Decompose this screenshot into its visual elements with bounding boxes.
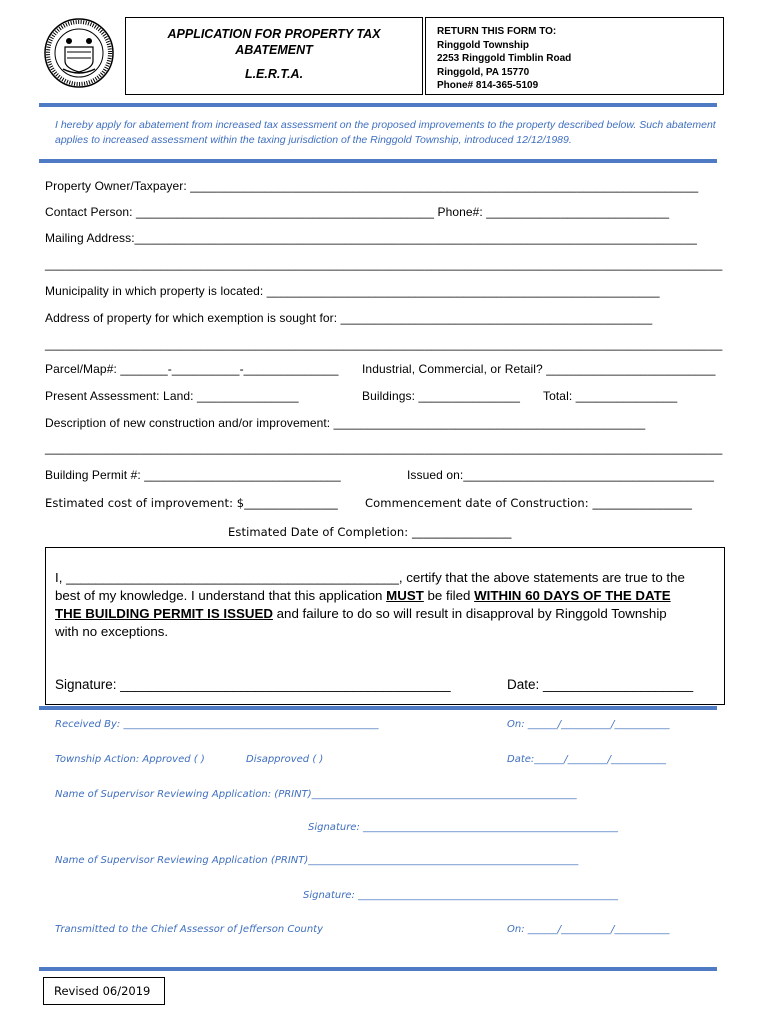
- divider-intro: [39, 159, 717, 163]
- transmitted-on-field[interactable]: On: ______/__________/___________: [507, 924, 670, 935]
- return-street: 2253 Ringgold Timblin Road: [437, 53, 572, 64]
- divider-bottom: [39, 967, 717, 971]
- return-name: Ringgold Township: [437, 39, 530, 51]
- applicant-signature-field[interactable]: Signature: ____________________________________________: [55, 677, 451, 692]
- improvement-description-field[interactable]: Description of new construction and/or improvement: ______________________________________________: [45, 416, 646, 430]
- return-heading: RETURN THIS FORM TO:: [437, 26, 557, 37]
- certify-text-2b: be filed: [423, 588, 475, 603]
- supervisor-name-field-2[interactable]: Name of Supervisor Reviewing Application (PRINT)______________________________________________________: [55, 855, 579, 866]
- township-action-date[interactable]: Date:______/________/___________: [507, 754, 667, 765]
- property-address-field[interactable]: Address of property for which exemption is sought for: ______________________________________________: [45, 311, 653, 325]
- certify-line-4: with no exceptions.: [55, 624, 169, 639]
- total-assessment-field[interactable]: Total: _______________: [543, 389, 678, 403]
- certification-statement: [55, 569, 715, 641]
- intro-statement: I hereby apply for abatement from increased tax assessment on the proposed improvements to the property described below. Such abatement applies to increased assessment within the taxing jurisdiction of the Ringgold Township, introduced 12/12/1989.: [55, 119, 716, 146]
- supervisor-name-field-1[interactable]: Name of Supervisor Reviewing Application: (PRINT)_____________________________________________________: [55, 789, 577, 800]
- mailing-address-line-2[interactable]: ____________________________________________________________________________________________________: [45, 257, 723, 271]
- certify-text-3b: and failure to do so will result in disapproval by Ringgold Township: [272, 606, 667, 621]
- completion-date-field[interactable]: Estimated Date of Completion: _________________: [228, 525, 512, 539]
- return-phone: Phone# 814-365-5109: [437, 80, 539, 91]
- supervisor-signature-field-1[interactable]: Signature: ___________________________________________________: [308, 822, 619, 833]
- received-by-field[interactable]: Received By: ___________________________________________________: [55, 719, 379, 730]
- parcel-map-field[interactable]: Parcel/Map#: _______-__________-______________: [45, 362, 339, 376]
- within-60-days-emphasis: WITHIN 60 DAYS OF THE DATE: [474, 588, 671, 603]
- issued-on-field[interactable]: Issued on:_____________________________________: [407, 468, 715, 482]
- form-title-box: [125, 17, 423, 95]
- title-line-1: APPLICATION FOR PROPERTY TAX: [167, 27, 381, 41]
- buildings-assessment-field[interactable]: Buildings: _______________: [362, 389, 521, 403]
- title-line-2: ABATEMENT: [235, 43, 313, 57]
- must-emphasis: MUST: [386, 588, 424, 603]
- improvement-description-line-2[interactable]: ____________________________________________________________________________________________________: [45, 441, 723, 455]
- return-city: Ringgold, PA 15770: [437, 66, 530, 78]
- revision-label: Revised 06/2019: [43, 977, 165, 1005]
- property-address-line-2[interactable]: ____________________________________________________________________________________________________: [45, 337, 723, 351]
- township-action-disapproved[interactable]: Disapproved ( ): [246, 754, 324, 765]
- form-title: [126, 26, 422, 58]
- building-permit-field[interactable]: Building Permit #: _____________________________: [45, 468, 341, 482]
- return-address-box: [425, 17, 724, 95]
- land-assessment-field[interactable]: Present Assessment: Land: _______________: [45, 389, 299, 403]
- property-type-field[interactable]: Industrial, Commercial, or Retail? _________________________: [362, 362, 716, 376]
- applicant-date-field[interactable]: Date: ____________________: [507, 677, 694, 692]
- divider-top: [39, 103, 717, 107]
- township-seal-logo: [43, 17, 115, 89]
- estimated-cost-field[interactable]: Estimated cost of improvement: $________________: [45, 496, 338, 510]
- township-action-approved[interactable]: Township Action: Approved ( ): [55, 754, 205, 765]
- municipality-field[interactable]: Municipality in which property is located: __________________________________________________________: [45, 284, 660, 298]
- owner-field[interactable]: Property Owner/Taxpayer: ___________________________________________________________________________: [45, 179, 699, 193]
- commencement-date-field[interactable]: Commencement date of Construction: _________________: [365, 496, 692, 510]
- certify-line-3: [55, 605, 715, 623]
- mailing-address-field[interactable]: Mailing Address:___________________________________________________________________________________: [45, 231, 697, 245]
- form-subtitle: L.E.R.T.A.: [244, 67, 304, 81]
- received-on-field[interactable]: On: ______/__________/___________: [507, 719, 670, 730]
- certify-text-2a: best of my knowledge. I understand that this application: [55, 588, 387, 603]
- certify-name-line[interactable]: I, _____________________________________________, certify that the above statements are true to the: [55, 570, 685, 585]
- supervisor-signature-field-2[interactable]: Signature: ____________________________________________________: [303, 890, 619, 901]
- permit-issued-emphasis: THE BUILDING PERMIT IS ISSUED: [55, 606, 273, 621]
- contact-field[interactable]: Contact Person: ____________________________________________ Phone#: ___________________________: [45, 205, 670, 219]
- divider-office: [39, 706, 717, 710]
- transmitted-label: Transmitted to the Chief Assessor of Jefferson County: [55, 924, 324, 935]
- certify-line-2: [55, 587, 715, 605]
